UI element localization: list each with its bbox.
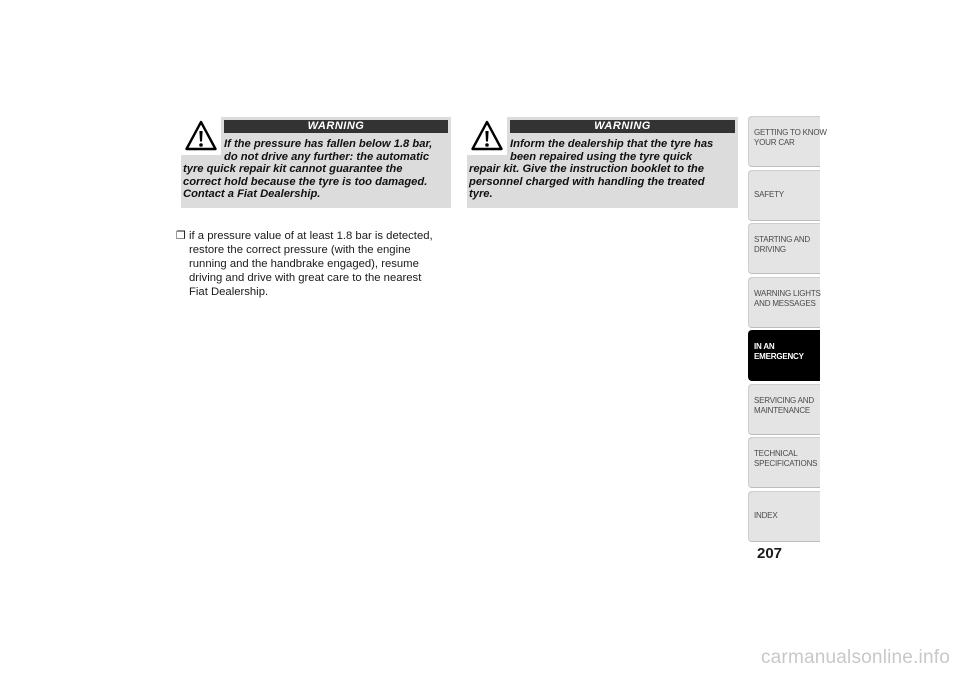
bullet-line: if a pressure value of at least 1.8 bar is detected, [189, 230, 433, 242]
warning-line: tyre quick repair kit cannot guarantee the [183, 163, 403, 176]
bullet-paragraph [176, 229, 456, 299]
warning-line: Contact a Fiat Dealership. [183, 188, 321, 201]
warning-line: If the pressure has fallen below 1.8 bar, [224, 138, 433, 150]
warning-text [183, 138, 449, 201]
warning-text [469, 138, 736, 201]
bullet-marker: ❒ [176, 230, 186, 242]
tab-technical-specifications[interactable]: TECHNICAL SPECIFICATIONS [748, 437, 820, 488]
warning-header: WARNING [224, 120, 448, 133]
tab-starting-and-driving[interactable]: STARTING AND DRIVING [748, 223, 820, 274]
tab-getting-to-know-your-car[interactable]: GETTING TO KNOW YOUR CAR [748, 116, 820, 167]
tab-index[interactable]: INDEX [748, 491, 820, 542]
tab-safety[interactable]: SAFETY [748, 170, 820, 221]
bullet-line: Fiat Dealership. [189, 286, 269, 298]
watermark: carmanualsonline.info [760, 647, 950, 668]
warning-header: WARNING [510, 120, 735, 133]
tab-warning-lights-and-messages[interactable]: WARNING LIGHTS AND MESSAGES [748, 277, 820, 328]
warning-line: correct hold because the tyre is too damaged. [183, 175, 428, 188]
warning-line: been repaired using the tyre quick [510, 150, 693, 163]
bullet-line: driving and drive with great care to the nearest [189, 272, 422, 284]
warning-line: repair kit. Give the instruction booklet to the [469, 163, 704, 176]
warning-box-left [181, 117, 451, 208]
warning-line: tyre. [469, 188, 493, 201]
tab-in-an-emergency[interactable]: IN AN EMERGENCY [748, 330, 820, 381]
warning-line: do not drive any further: the automatic [224, 150, 430, 163]
warning-line: Inform the dealership that the tyre has [510, 138, 714, 150]
warning-line: personnel charged with handling the treated [469, 175, 705, 188]
warning-box-right [467, 117, 738, 208]
bullet-line: running and the handbrake engaged), resume [189, 258, 419, 270]
tab-servicing-and-maintenance[interactable]: SERVICING AND MAINTENANCE [748, 384, 820, 435]
bullet-line: restore the correct pressure (with the engine [189, 244, 411, 256]
page-number: 207 [757, 545, 783, 562]
